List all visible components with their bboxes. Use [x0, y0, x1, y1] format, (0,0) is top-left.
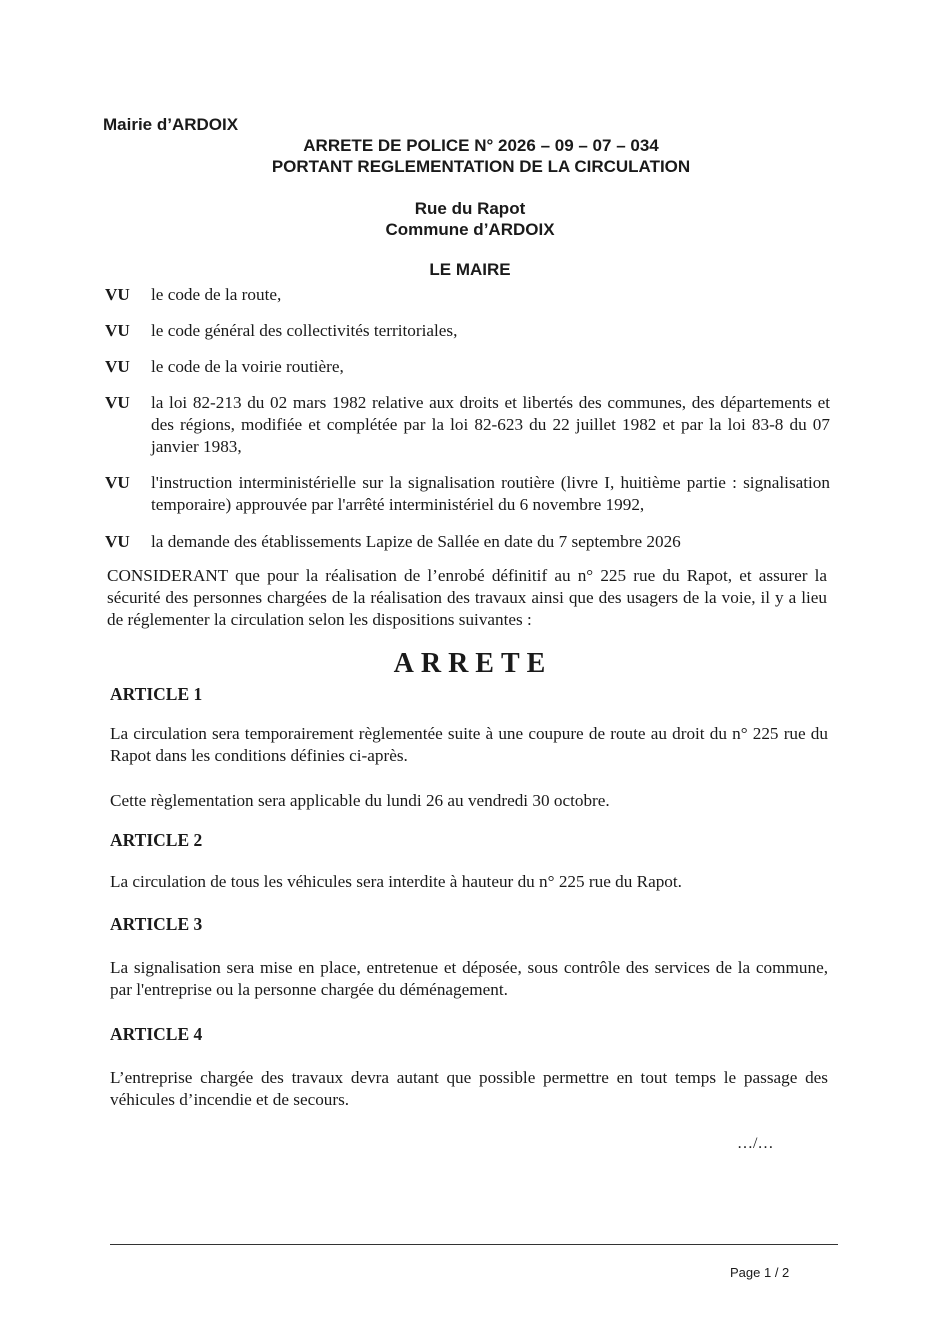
vu-item — [105, 531, 830, 553]
article-4-title: ARTICLE 4 — [110, 1024, 203, 1044]
street-name: Rue du Rapot — [414, 199, 526, 218]
article-1-paragraph: Cette règlementation sera applicable du lundi 26 au vendredi 30 octobre. — [110, 791, 610, 810]
vu-keyword: VU — [105, 532, 130, 551]
considerant-paragraph: CONSIDERANT que pour la réalisation de l’enrobé définitif au n° 225 rue du Rapot, et assurer la sécurité des personnes chargées de la réalisation des travaux ainsi que des usagers de la voie, il y a lieu de réglementer la circulation selon les dispositions suivantes : — [107, 566, 827, 629]
arrete-heading: ARRETE — [393, 648, 553, 679]
article-2-paragraph: La circulation de tous les véhicules sera interdite à hauteur du n° 225 rue du Rapot. — [110, 872, 682, 891]
commune-name: Commune d’ARDOIX — [385, 220, 555, 239]
article-4-paragraph: L’entreprise chargée des travaux devra autant que possible permettre en tout temps le passage des véhicules d’incendie et de secours. — [110, 1068, 828, 1109]
arrete-title: ARRETE DE POLICE N° 2026 – 09 – 07 – 034 — [303, 136, 659, 155]
vu-item — [105, 472, 830, 516]
vu-keyword: VU — [105, 357, 130, 376]
article-1-paragraph: La circulation sera temporairement règlementée suite à une coupure de route au droit du n° 225 rue du Rapot dans les conditions définies ci-après. — [110, 724, 828, 765]
article-3-title: ARTICLE 3 — [110, 914, 203, 934]
vu-text: l'instruction interministérielle sur la signalisation routière (livre I, huitième partie : signalisation temporaire) approuvée par l'arrêté interministériel du 6 novembre 1992, — [151, 473, 830, 514]
vu-keyword: VU — [105, 285, 130, 304]
vu-text: le code de la voirie routière, — [151, 357, 344, 376]
vu-keyword: VU — [105, 321, 130, 340]
arrete-subtitle: PORTANT REGLEMENTATION DE LA CIRCULATION — [271, 157, 691, 176]
le-maire-heading: LE MAIRE — [429, 260, 511, 279]
article-2-title: ARTICLE 2 — [110, 830, 203, 850]
article-3-paragraph: La signalisation sera mise en place, entretenue et déposée, sous contrôle des services de la commune, par l'entreprise ou la personne chargée du déménagement. — [110, 958, 828, 999]
vu-item — [105, 392, 830, 458]
vu-keyword: VU — [105, 473, 130, 492]
vu-text: le code de la route, — [151, 285, 282, 304]
page-number: Page 1 / 2 — [730, 1265, 790, 1280]
vu-item — [105, 320, 830, 342]
continuation-mark: …/… — [737, 1135, 774, 1152]
vu-keyword: VU — [105, 393, 130, 412]
article-1-title: ARTICLE 1 — [110, 684, 203, 704]
vu-text: la loi 82-213 du 02 mars 1982 relative aux droits et libertés des communes, des départements et des régions, modifiée et complétée par la loi 82-623 du 22 juillet 1982 et par la loi 83-8 du 07 janvier 1983, — [151, 393, 830, 456]
vu-item — [105, 284, 830, 306]
vu-text: la demande des établissements Lapize de Sallée en date du 7 septembre 2026 — [151, 532, 681, 551]
vu-text: le code général des collectivités territoriales, — [151, 321, 458, 340]
vu-item — [105, 356, 830, 378]
footer-divider — [110, 1244, 838, 1245]
mairie-label: Mairie d’ARDOIX — [103, 115, 239, 134]
